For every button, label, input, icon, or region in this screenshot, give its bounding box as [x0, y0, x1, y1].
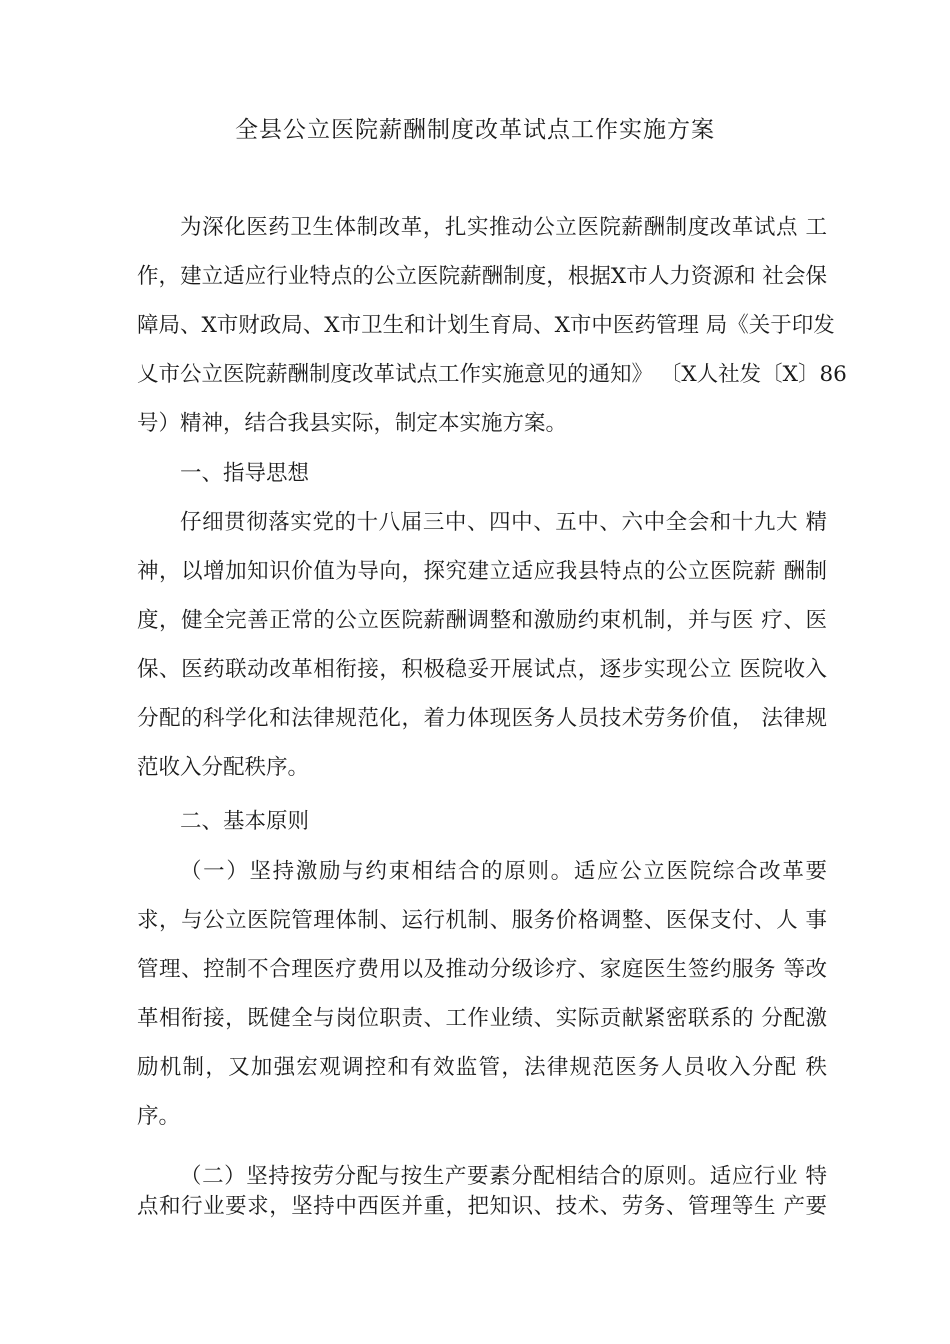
- guiding-ideology-paragraph: [137, 498, 827, 792]
- text-line: 点和行业要求，坚持中西医并重，把知识、技术、劳务、管理等生 产要: [137, 1194, 827, 1219]
- text-line: 分配的科学化和法律规范化，着力体现医务人员技术劳务价值， 法律规: [137, 706, 827, 731]
- text-line: 为深化医药卫生体制改革，扎实推动公立医院薪酬制度改革试点 工: [180, 215, 827, 240]
- text-line: 神，以增加知识价值为导向，探究建立适应我县特点的公立医院薪 酬制: [137, 559, 827, 584]
- text-line: 仔细贯彻落实党的十八届三中、四中、五中、六中全会和十九大 精: [180, 510, 827, 535]
- section-heading-guiding-ideology: 一、指导思想: [180, 461, 310, 486]
- text-line: （一）坚持激励与约束相结合的原则。适应公立医院综合改革要: [180, 859, 827, 884]
- intro-paragraph: [137, 203, 847, 448]
- principle-two-paragraph: [137, 1162, 827, 1222]
- text-line: 保、医药联动改革相衔接，积极稳妥开展试点，逐步实现公立 医院收入: [137, 657, 827, 682]
- text-line: 乂市公立医院薪酬制度改革试点工作实施意见的通知》 〔X人社发〔X〕86: [137, 362, 847, 387]
- principle-one-paragraph: [137, 847, 827, 1141]
- text-line: 号）精神，结合我县实际，制定本实施方案。: [137, 411, 568, 436]
- document-title: 全县公立医院薪酬制度改革试点工作实施方案: [235, 117, 715, 143]
- text-line: （二）坚持按劳分配与按生产要素分配相结合的原则。适应行业 特: [180, 1164, 827, 1189]
- text-line: 序。: [137, 1104, 181, 1129]
- text-line: 管理、控制不合理医疗费用以及推动分级诊疗、家庭医生签约服务 等改: [137, 957, 827, 982]
- text-line: 度，健全完善正常的公立医院薪酬调整和激励约束机制，并与医 疗、医: [137, 608, 827, 633]
- text-line: 作，建立适应行业特点的公立医院薪酬制度，根据X市人力资源和 社会保: [137, 264, 827, 289]
- text-line: 范收入分配秩序。: [137, 755, 310, 780]
- section-heading-basic-principles: 二、基本原则: [180, 809, 310, 834]
- text-line: 障局、X市财政局、X市卫生和计划生育局、X市中医药管理 局《关于印发: [137, 313, 835, 338]
- text-line: 革相衔接，既健全与岗位职责、工作业绩、实际贡献紧密联系的 分配激: [137, 1006, 827, 1031]
- text-line: 求，与公立医院管理体制、运行机制、服务价格调整、医保支付、人 事: [137, 908, 827, 933]
- text-line: 励机制，又加强宏观调控和有效监管，法律规范医务人员收入分配 秩: [137, 1055, 827, 1080]
